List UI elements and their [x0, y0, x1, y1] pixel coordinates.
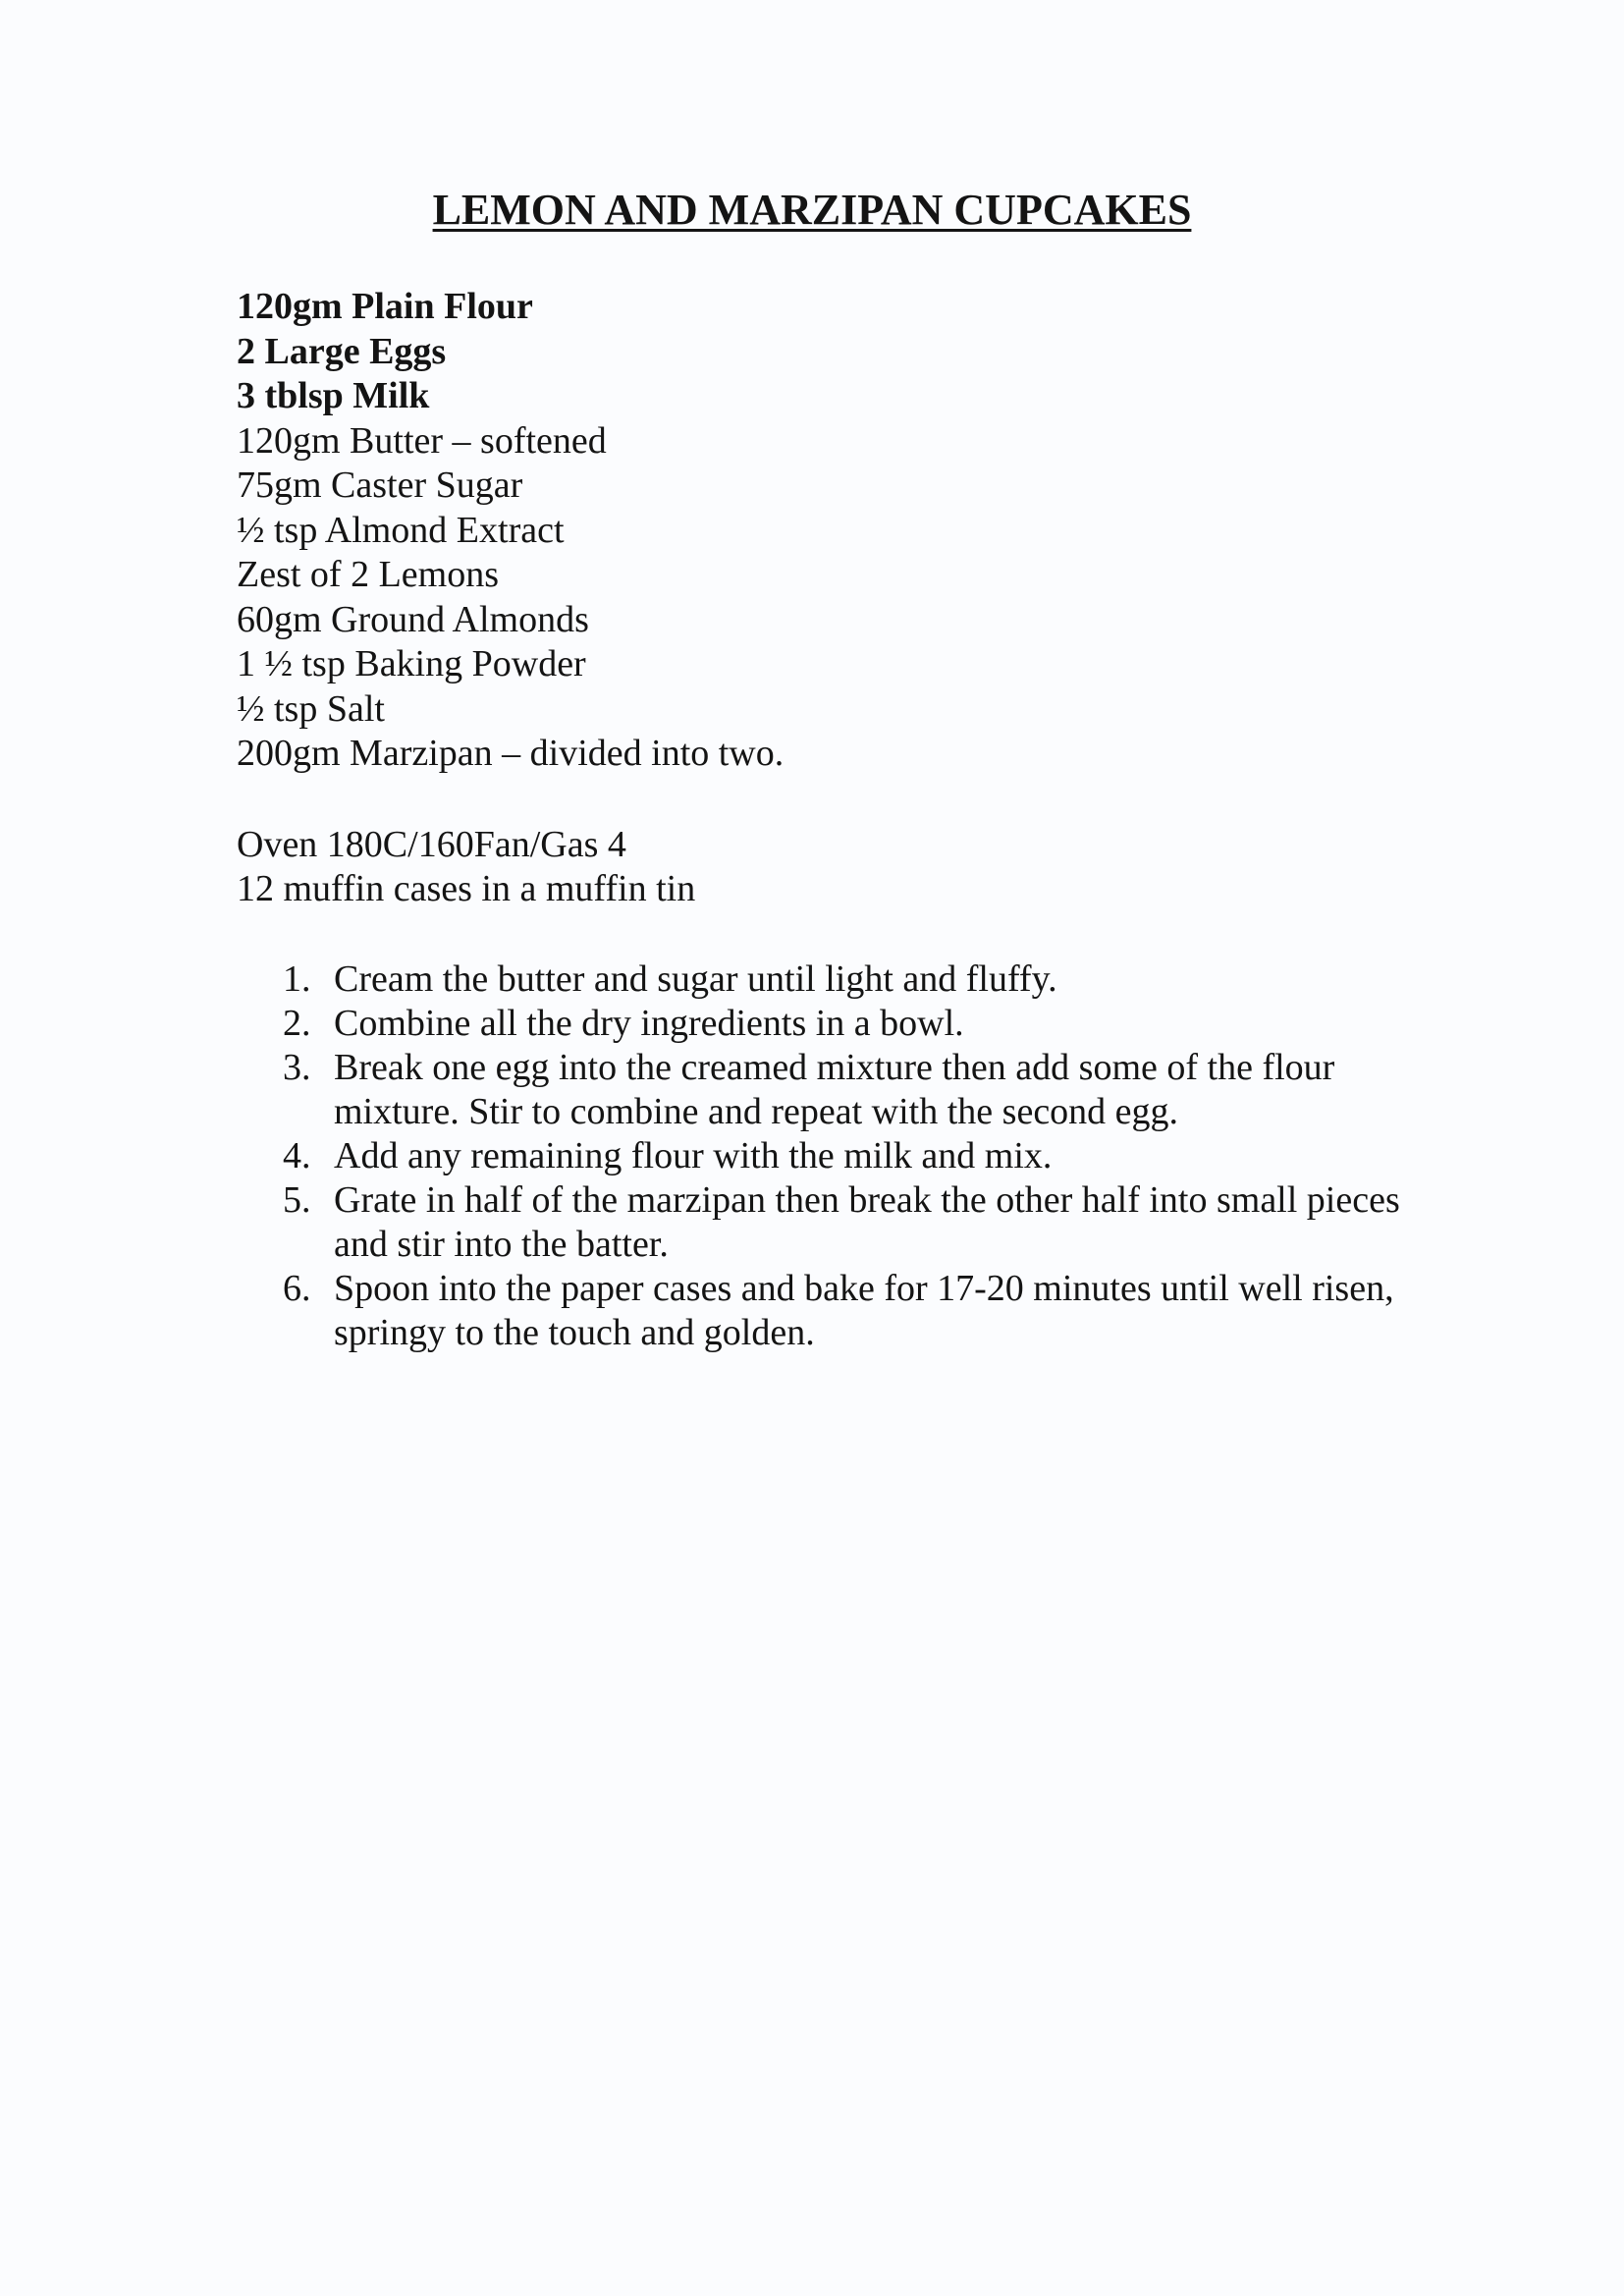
ingredient-item: 200gm Marzipan – divided into two.: [237, 733, 785, 774]
tin-preparation: 12 muffin cases in a muffin tin: [237, 868, 696, 909]
ingredient-item: 120gm Butter – softened: [237, 419, 607, 462]
step-number: 5.: [283, 1179, 311, 1221]
oven-temperature: Oven 180C/160Fan/Gas 4: [237, 824, 626, 865]
method-step: [236, 1267, 1414, 1355]
method-step: [236, 1002, 1414, 1046]
step-number: 3.: [283, 1047, 311, 1088]
step-text: Break one egg into the creamed mixture then add some of the flour mixture. Stir to combine and repeat with the second egg.: [334, 1047, 1335, 1132]
step-number: 6.: [283, 1268, 311, 1309]
step-text: Grate in half of the marzipan then break the other half into small pieces and stir into the batter.: [334, 1179, 1400, 1265]
ingredient-list: [237, 285, 784, 777]
step-text: Spoon into the paper cases and bake for 17-20 minutes until well risen, springy to the touch and golden.: [334, 1268, 1394, 1353]
step-number: 1.: [283, 958, 311, 1000]
step-text: Add any remaining flour with the milk and mix.: [334, 1135, 1053, 1176]
ingredient-item: 2 Large Eggs: [237, 330, 447, 372]
method-step: [236, 1134, 1414, 1178]
recipe-title: LEMON AND MARZIPAN CUPCAKES: [432, 186, 1192, 234]
step-text: Combine all the dry ingredients in a bowl.: [334, 1003, 964, 1044]
method-steps: [236, 957, 1414, 1355]
ingredient-item: 1 ½ tsp Baking Powder: [237, 643, 586, 684]
step-number: 2.: [283, 1003, 311, 1044]
ingredient-item: ½ tsp Salt: [237, 687, 385, 730]
ingredient-item: ½ tsp Almond Extract: [237, 509, 565, 551]
step-number: 4.: [283, 1135, 311, 1176]
ingredient-item: 3 tblsp Milk: [237, 375, 430, 416]
baking-notes: [237, 823, 695, 911]
ingredient-item: 75gm Caster Sugar: [237, 465, 523, 506]
method-step: [236, 1046, 1414, 1134]
ingredient-item: 120gm Plain Flour: [237, 286, 533, 327]
ingredient-item: 60gm Ground Almonds: [237, 598, 589, 640]
step-text: Cream the butter and sugar until light and fluffy.: [334, 958, 1057, 1000]
method-step: [236, 957, 1414, 1002]
ingredient-item: Zest of 2 Lemons: [237, 554, 500, 595]
method-step: [236, 1178, 1414, 1267]
